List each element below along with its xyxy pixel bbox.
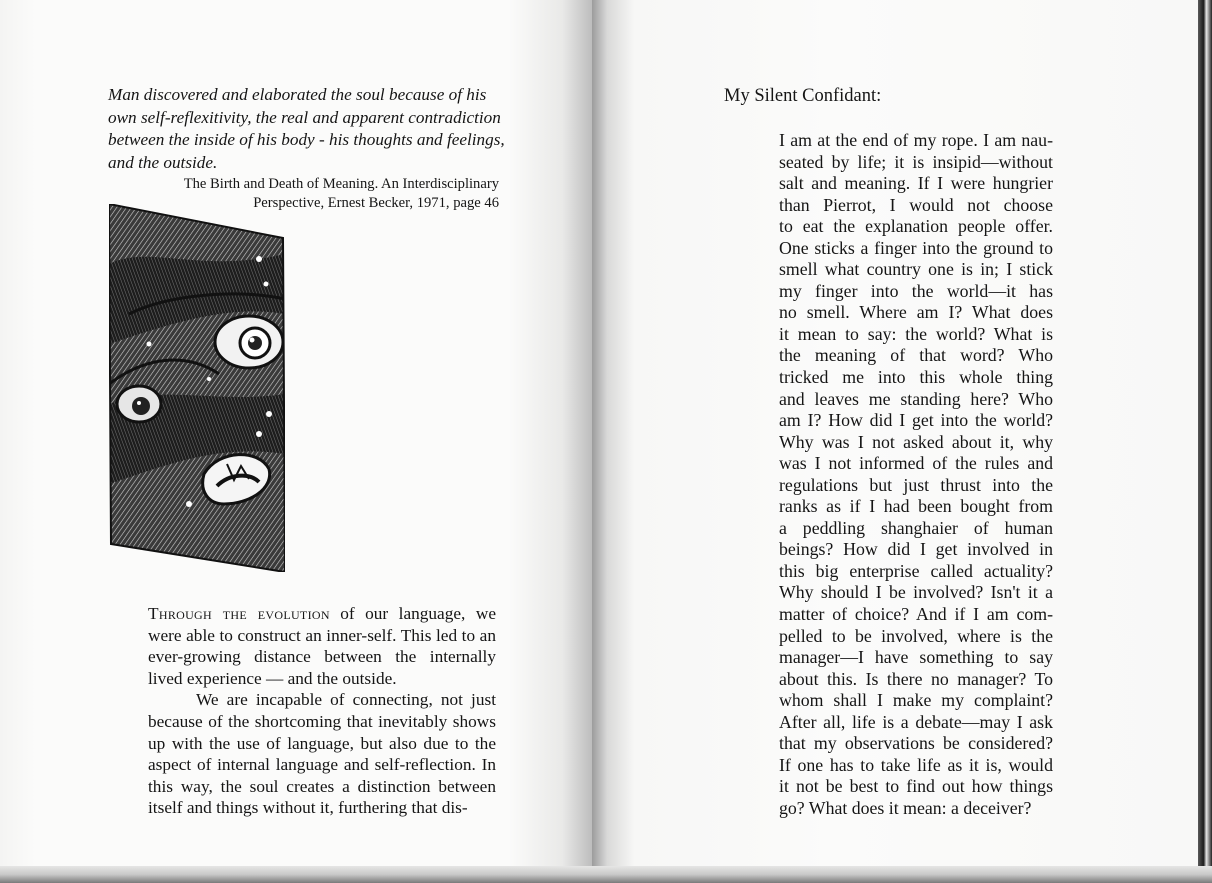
text-line: this big enterprise called actuality? [779,560,1053,581]
text-line: no smell. Where am I? What does [779,302,1053,323]
text-line: manager—I have something to say [779,647,1053,668]
comic-eyes-illustration [109,204,285,572]
text-line: it not be best to find out how things [779,776,1053,797]
text-line: whom shall I make my complaint? [779,690,1053,711]
text-line: matter of choice? And if I am com- [779,604,1053,625]
citation-line: The Birth and Death of Meaning. An Interdisciplinary [183,176,499,192]
text-line: ranks as if I had been bought from [779,496,1053,517]
text-line: regulations but just thrust into the [779,474,1053,495]
citation-line: Perspective, Ernest Becker, 1971, page 46 [253,195,499,211]
book-edge-bottom [0,866,1212,883]
epigraph [108,84,508,174]
epigraph-line: Man discovered and elaborated the soul because of his [108,85,487,104]
text-line: smell what country one is in; I stick [779,259,1053,280]
paragraph [148,603,496,689]
text-line: and leaves me standing here? Who [779,388,1053,409]
right-body-text [779,130,1053,820]
text-line: a peddling shanghaier of human [779,517,1053,538]
left-page [0,0,592,883]
text-line: am I? How did I get into the world? [779,410,1053,431]
epigraph-line: between the inside of his body - his thoughts and feelings, [108,130,505,149]
section-heading: My Silent Confidant: [724,86,882,106]
text-line: about this. Is there no manager? To [779,668,1053,689]
text-line: go? What does it mean: a deceiver? [779,797,1032,818]
small-caps-lead: Through the evolution [148,604,330,623]
text-line: was I not informed of the rules and [779,453,1053,474]
text-line: One sticks a finger into the ground to [779,237,1053,258]
text-line: Why should I be involved? Isn't it a [779,582,1053,603]
text-line: If one has to take life as it is, would [779,754,1053,775]
text-line: it mean to say: the world? What is [779,323,1053,344]
text-line: seated by life; it is insipid—without [779,151,1053,172]
paragraph: We are incapable of connecting, not just because of the shortcoming that inevitably shows up with the use of language, but also due to the aspect of internal language and self-reflection. In this way, the soul creates a distinction between itself and things without it, furthering that dis- [148,690,496,818]
text-line: salt and meaning. If I were hungrier [779,173,1053,194]
text-line: I am at the end of my rope. I am nau- [779,130,1053,150]
text-line: that my observations be considered? [779,733,1053,754]
epigraph-line: and the outside. [108,152,218,172]
text-line: to eat the explanation people offer. [779,216,1053,237]
text-line: pelled to be involved, where is the [779,625,1053,646]
text-line: my finger into the world—it has [779,280,1053,301]
book-edge-right [1198,0,1212,883]
text-line: the meaning of that word? Who [779,345,1053,366]
text-line: Why was I not asked about it, why [779,431,1053,452]
paragraph-text: of our language, we were able to construct an inner-self. This led to an ever-growing distance between the internally lived experience — and the outside. [148,604,496,688]
text-line: than Pierrot, I would not choose [779,194,1053,215]
text-line: beings? How did I get involved in [779,539,1053,560]
left-body-text [148,603,496,819]
epigraph-line: own self-reflexitivity, the real and apparent contradiction [108,107,501,127]
text-line: tricked me into this whole thing [779,367,1053,388]
text-line: After all, life is a debate—may I ask [779,711,1053,732]
